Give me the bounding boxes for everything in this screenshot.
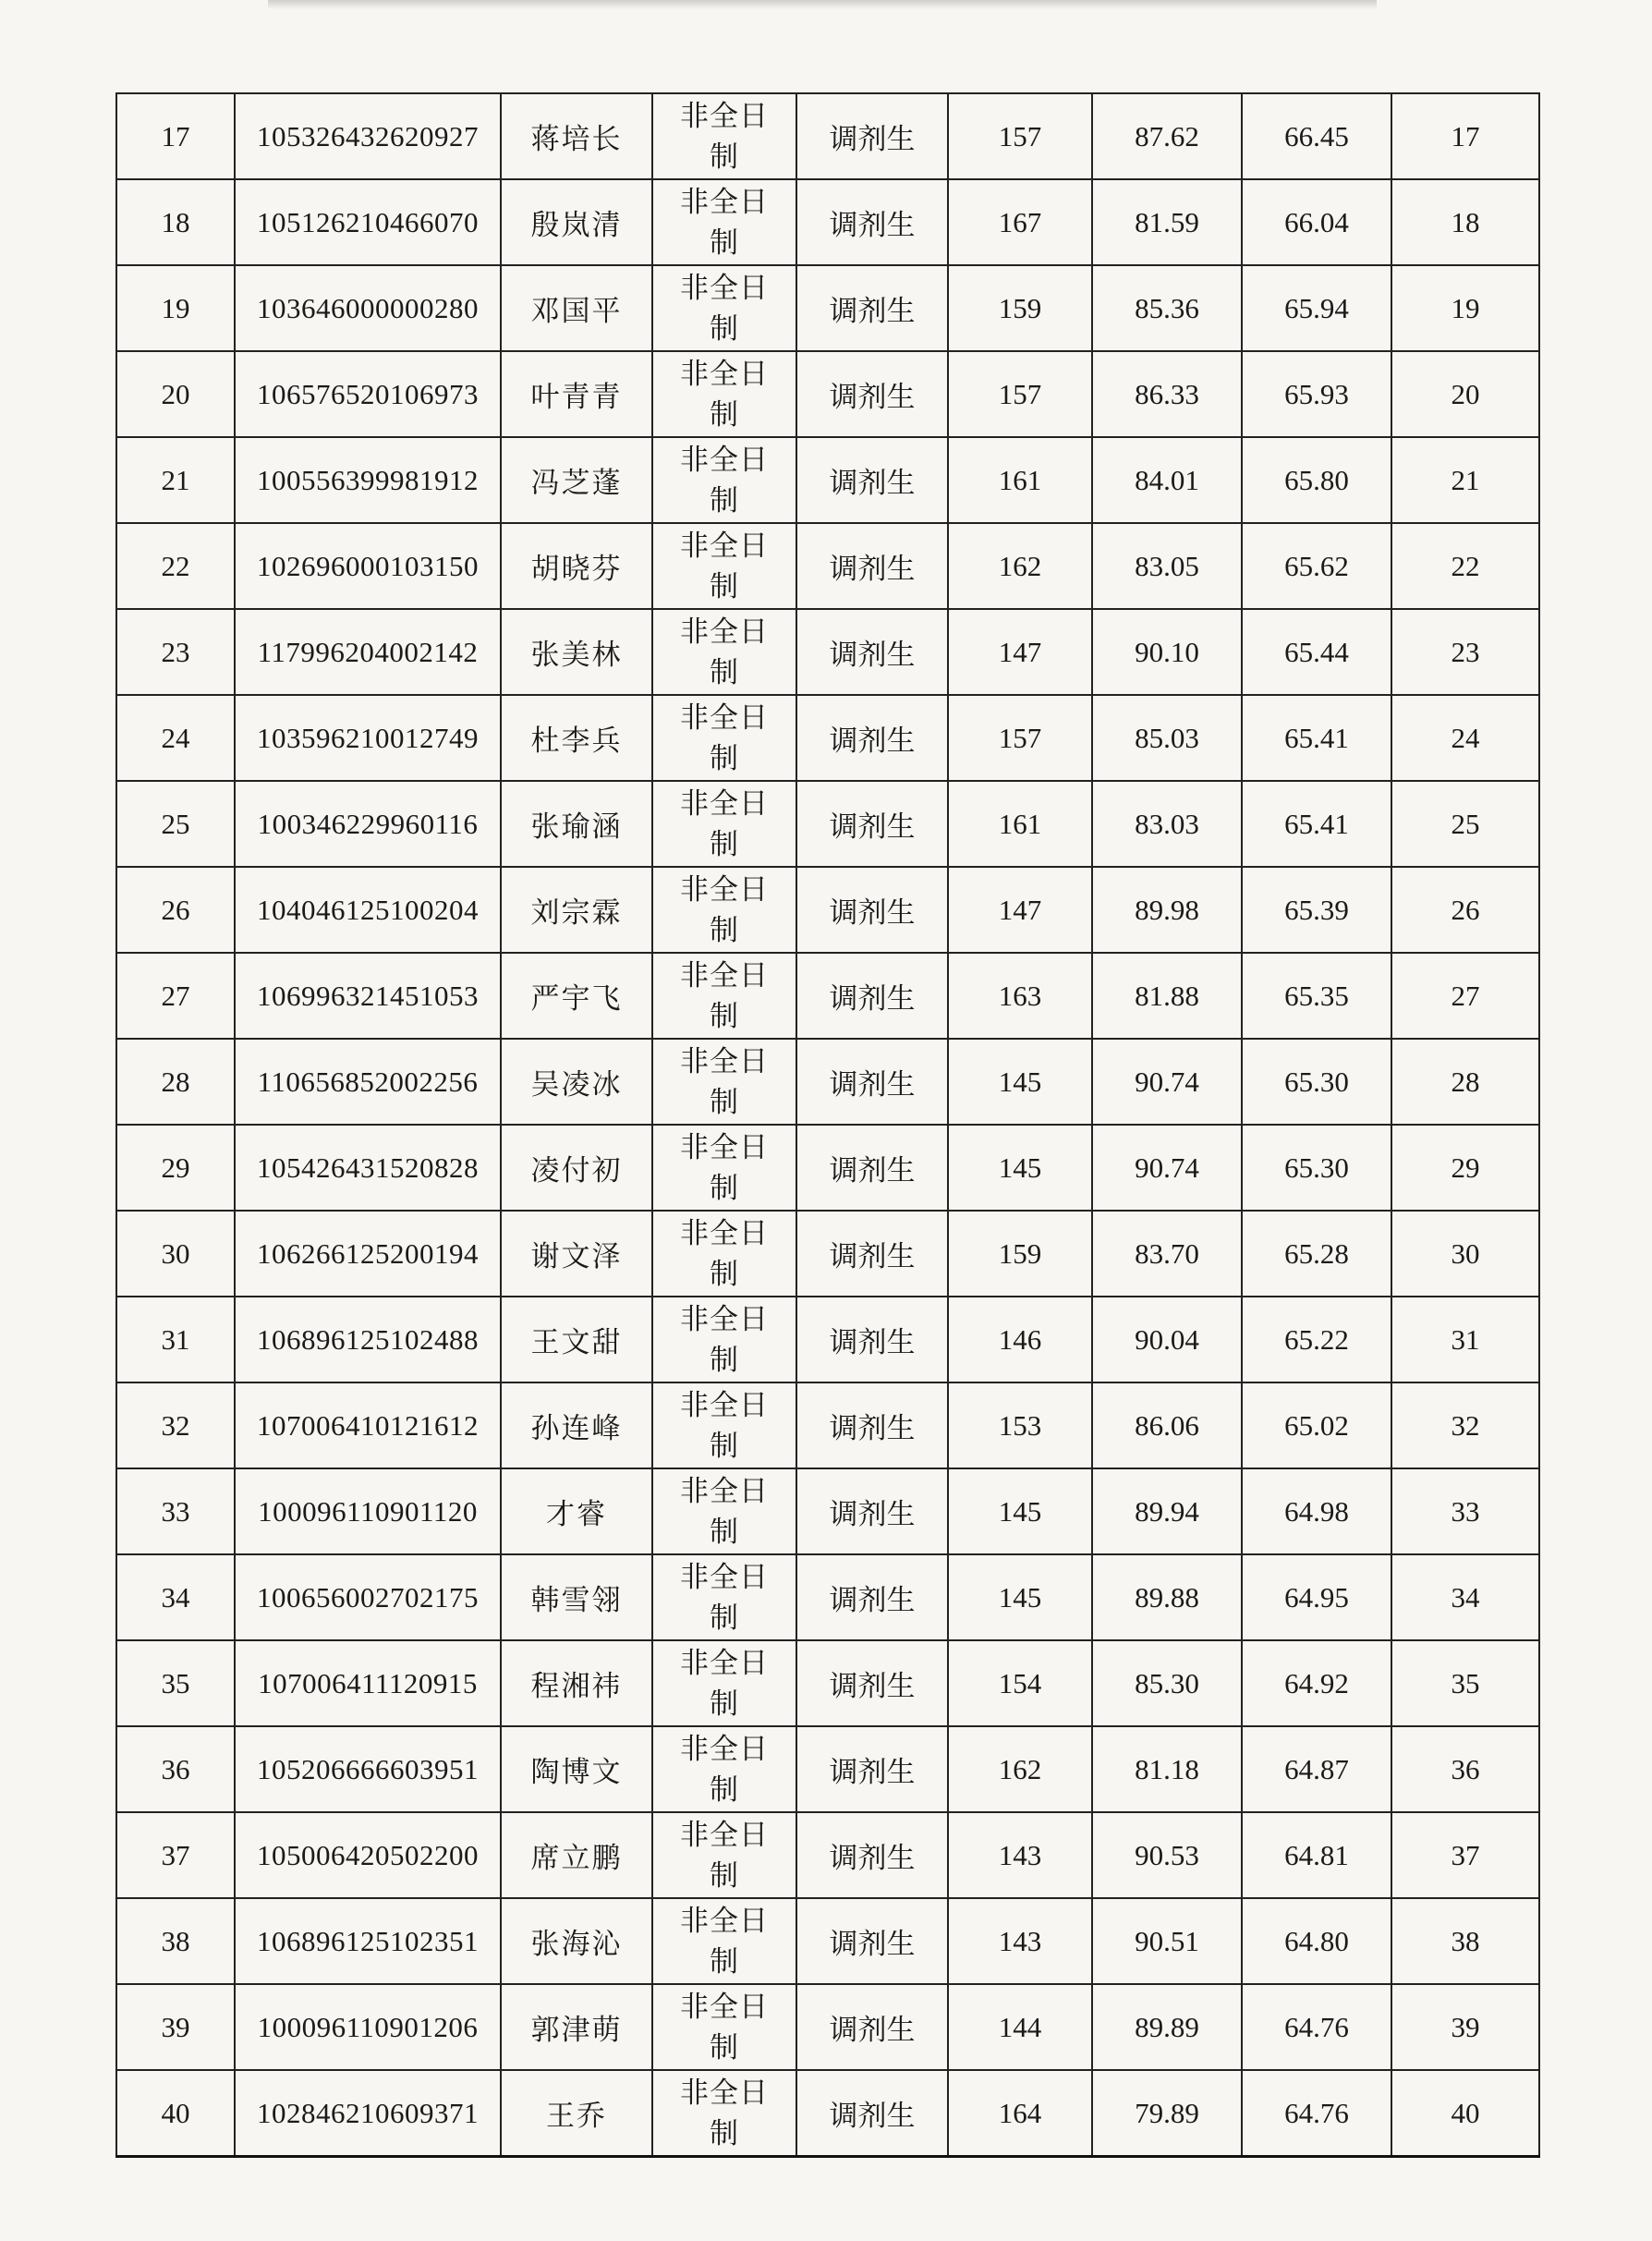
cell-rank: 23 <box>1391 609 1539 695</box>
study-mode-line: 非全日 <box>680 1732 769 1765</box>
table-row <box>116 523 1539 609</box>
cell-exam-id: 100656002702175 <box>235 1554 501 1640</box>
cell-total-score: 64.98 <box>1242 1468 1391 1554</box>
cell-category: 调剂生 <box>796 609 948 695</box>
cell-rank: 21 <box>1391 437 1539 523</box>
cell-rank: 20 <box>1391 351 1539 437</box>
cell-category: 调剂生 <box>796 437 948 523</box>
study-mode-line: 制 <box>710 1429 739 1462</box>
cell-retest-score: 83.05 <box>1092 523 1242 609</box>
cell-study-mode <box>652 1125 796 1211</box>
cell-rank: 31 <box>1391 1297 1539 1382</box>
table-row <box>116 1812 1539 1898</box>
cell-study-mode <box>652 1726 796 1812</box>
study-mode-line: 制 <box>710 1687 739 1720</box>
table-row <box>116 93 1539 179</box>
study-mode-line: 非全日 <box>680 958 769 992</box>
cell-seq: 26 <box>116 867 235 953</box>
study-mode-line: 制 <box>710 2116 739 2150</box>
cell-retest-score: 85.30 <box>1092 1640 1242 1726</box>
cell-seq: 27 <box>116 953 235 1039</box>
cell-seq: 18 <box>116 179 235 265</box>
study-mode-line: 制 <box>710 827 739 860</box>
cell-total-score: 64.76 <box>1242 2070 1391 2157</box>
cell-category: 调剂生 <box>796 1382 948 1468</box>
study-mode-line: 非全日 <box>680 1818 769 1851</box>
cell-study-mode <box>652 437 796 523</box>
cell-total-score: 65.94 <box>1242 265 1391 351</box>
cell-prelim-score: 145 <box>948 1554 1092 1640</box>
cell-name: 胡晓芬 <box>501 523 652 609</box>
cell-name: 程湘祎 <box>501 1640 652 1726</box>
study-mode-line: 非全日 <box>680 357 769 390</box>
cell-seq: 36 <box>116 1726 235 1812</box>
study-mode-line: 制 <box>710 140 739 173</box>
study-mode-line: 制 <box>710 1772 739 1806</box>
study-mode-line: 制 <box>710 311 739 345</box>
cell-category: 调剂生 <box>796 1640 948 1726</box>
cell-category: 调剂生 <box>796 1726 948 1812</box>
cell-exam-id: 110656852002256 <box>235 1039 501 1125</box>
cell-seq: 30 <box>116 1211 235 1297</box>
cell-seq: 31 <box>116 1297 235 1382</box>
cell-retest-score: 90.51 <box>1092 1898 1242 1984</box>
study-mode-line: 非全日 <box>680 1474 769 1507</box>
cell-seq: 23 <box>116 609 235 695</box>
cell-exam-id: 105426431520828 <box>235 1125 501 1211</box>
cell-total-score: 64.76 <box>1242 1984 1391 2070</box>
cell-category: 调剂生 <box>796 953 948 1039</box>
cell-name: 孙连峰 <box>501 1382 652 1468</box>
study-mode-line: 制 <box>710 1343 739 1376</box>
cell-category: 调剂生 <box>796 695 948 781</box>
cell-prelim-score: 167 <box>948 179 1092 265</box>
cell-category: 调剂生 <box>796 1125 948 1211</box>
cell-rank: 25 <box>1391 781 1539 867</box>
study-mode-line: 制 <box>710 397 739 431</box>
cell-retest-score: 86.33 <box>1092 351 1242 437</box>
cell-retest-score: 85.03 <box>1092 695 1242 781</box>
cell-retest-score: 89.98 <box>1092 867 1242 953</box>
cell-name: 张美林 <box>501 609 652 695</box>
cell-study-mode <box>652 179 796 265</box>
cell-rank: 27 <box>1391 953 1539 1039</box>
cell-study-mode <box>652 953 796 1039</box>
cell-study-mode <box>652 1812 796 1898</box>
cell-rank: 22 <box>1391 523 1539 609</box>
study-mode-line: 非全日 <box>680 872 769 906</box>
cell-total-score: 66.04 <box>1242 179 1391 265</box>
cell-prelim-score: 147 <box>948 609 1092 695</box>
cell-total-score: 64.81 <box>1242 1812 1391 1898</box>
cell-exam-id: 106266125200194 <box>235 1211 501 1297</box>
cell-name: 张瑜涵 <box>501 781 652 867</box>
cell-name: 韩雪翎 <box>501 1554 652 1640</box>
cell-rank: 34 <box>1391 1554 1539 1640</box>
cell-total-score: 65.22 <box>1242 1297 1391 1382</box>
cell-rank: 33 <box>1391 1468 1539 1554</box>
cell-study-mode <box>652 1382 796 1468</box>
cell-study-mode <box>652 265 796 351</box>
cell-seq: 40 <box>116 2070 235 2157</box>
cell-prelim-score: 143 <box>948 1898 1092 1984</box>
table-row <box>116 1125 1539 1211</box>
cell-name: 蒋培长 <box>501 93 652 179</box>
study-mode-line: 制 <box>710 1944 739 1978</box>
cell-total-score: 65.30 <box>1242 1125 1391 1211</box>
cell-name: 邓国平 <box>501 265 652 351</box>
cell-study-mode <box>652 1898 796 1984</box>
cell-category: 调剂生 <box>796 93 948 179</box>
table-body <box>116 93 1539 2157</box>
study-mode-line: 制 <box>710 1171 739 1204</box>
cell-name: 席立鹏 <box>501 1812 652 1898</box>
cell-total-score: 65.02 <box>1242 1382 1391 1468</box>
cell-prelim-score: 162 <box>948 523 1092 609</box>
table-row <box>116 609 1539 695</box>
table-row <box>116 1382 1539 1468</box>
cell-seq: 29 <box>116 1125 235 1211</box>
cell-exam-id: 102696000103150 <box>235 523 501 609</box>
cell-name: 王乔 <box>501 2070 652 2157</box>
cell-name: 刘宗霖 <box>501 867 652 953</box>
cell-total-score: 65.28 <box>1242 1211 1391 1297</box>
study-mode-line: 非全日 <box>680 700 769 734</box>
cell-exam-id: 107006411120915 <box>235 1640 501 1726</box>
cell-category: 调剂生 <box>796 351 948 437</box>
cell-prelim-score: 159 <box>948 265 1092 351</box>
cell-exam-id: 117996204002142 <box>235 609 501 695</box>
cell-rank: 26 <box>1391 867 1539 953</box>
cell-seq: 28 <box>116 1039 235 1125</box>
cell-name: 才睿 <box>501 1468 652 1554</box>
study-mode-line: 非全日 <box>680 2076 769 2109</box>
cell-exam-id: 106896125102488 <box>235 1297 501 1382</box>
study-mode-line: 非全日 <box>680 443 769 476</box>
cell-prelim-score: 162 <box>948 1726 1092 1812</box>
cell-retest-score: 90.53 <box>1092 1812 1242 1898</box>
cell-category: 调剂生 <box>796 1468 948 1554</box>
cell-seq: 24 <box>116 695 235 781</box>
study-mode-line: 非全日 <box>680 1904 769 1937</box>
cell-prelim-score: 157 <box>948 695 1092 781</box>
cell-rank: 24 <box>1391 695 1539 781</box>
cell-study-mode <box>652 1211 796 1297</box>
table-row <box>116 1554 1539 1640</box>
cell-prelim-score: 164 <box>948 2070 1092 2157</box>
cell-category: 调剂生 <box>796 523 948 609</box>
cell-exam-id: 106996321451053 <box>235 953 501 1039</box>
cell-study-mode <box>652 351 796 437</box>
table-row <box>116 867 1539 953</box>
table-row <box>116 1898 1539 1984</box>
study-mode-line: 制 <box>710 2030 739 2064</box>
cell-prelim-score: 146 <box>948 1297 1092 1382</box>
cell-name: 冯芝蓬 <box>501 437 652 523</box>
table-row <box>116 437 1539 523</box>
cell-prelim-score: 147 <box>948 867 1092 953</box>
cell-prelim-score: 163 <box>948 953 1092 1039</box>
cell-rank: 29 <box>1391 1125 1539 1211</box>
cell-exam-id: 100346229960116 <box>235 781 501 867</box>
table-row <box>116 265 1539 351</box>
cell-rank: 35 <box>1391 1640 1539 1726</box>
cell-exam-id: 105126210466070 <box>235 179 501 265</box>
cell-study-mode <box>652 2070 796 2157</box>
cell-prelim-score: 145 <box>948 1039 1092 1125</box>
cell-rank: 32 <box>1391 1382 1539 1468</box>
cell-prelim-score: 143 <box>948 1812 1092 1898</box>
cell-category: 调剂生 <box>796 1898 948 1984</box>
cell-retest-score: 90.74 <box>1092 1039 1242 1125</box>
cell-study-mode <box>652 695 796 781</box>
cell-rank: 18 <box>1391 179 1539 265</box>
cell-total-score: 64.80 <box>1242 1898 1391 1984</box>
cell-category: 调剂生 <box>796 179 948 265</box>
table-row <box>116 1039 1539 1125</box>
study-mode-line: 非全日 <box>680 1560 769 1593</box>
table-row <box>116 1984 1539 2070</box>
cell-name: 谢文泽 <box>501 1211 652 1297</box>
study-mode-line: 非全日 <box>680 529 769 562</box>
cell-retest-score: 90.04 <box>1092 1297 1242 1382</box>
study-mode-line: 制 <box>710 483 739 517</box>
cell-prelim-score: 145 <box>948 1125 1092 1211</box>
cell-name: 王文甜 <box>501 1297 652 1382</box>
cell-rank: 38 <box>1391 1898 1539 1984</box>
study-mode-line: 制 <box>710 741 739 774</box>
cell-name: 郭津萌 <box>501 1984 652 2070</box>
cell-prelim-score: 157 <box>948 93 1092 179</box>
study-mode-line: 非全日 <box>680 99 769 132</box>
cell-exam-id: 104046125100204 <box>235 867 501 953</box>
cell-retest-score: 89.94 <box>1092 1468 1242 1554</box>
cell-seq: 35 <box>116 1640 235 1726</box>
cell-study-mode <box>652 1297 796 1382</box>
cell-total-score: 64.87 <box>1242 1726 1391 1812</box>
cell-name: 凌付初 <box>501 1125 652 1211</box>
cell-retest-score: 84.01 <box>1092 437 1242 523</box>
cell-retest-score: 90.10 <box>1092 609 1242 695</box>
study-mode-line: 制 <box>710 225 739 259</box>
cell-study-mode <box>652 1640 796 1726</box>
cell-exam-id: 106896125102351 <box>235 1898 501 1984</box>
cell-rank: 19 <box>1391 265 1539 351</box>
cell-study-mode <box>652 93 796 179</box>
cell-category: 调剂生 <box>796 1039 948 1125</box>
table-row <box>116 179 1539 265</box>
cell-seq: 38 <box>116 1898 235 1984</box>
cell-total-score: 65.41 <box>1242 695 1391 781</box>
study-mode-line: 非全日 <box>680 1646 769 1679</box>
study-mode-line: 非全日 <box>680 1044 769 1078</box>
table-row <box>116 1297 1539 1382</box>
cell-total-score: 65.35 <box>1242 953 1391 1039</box>
cell-exam-id: 100096110901206 <box>235 1984 501 2070</box>
study-mode-line: 制 <box>710 1085 739 1118</box>
cell-name: 严宇飞 <box>501 953 652 1039</box>
cell-name: 殷岚清 <box>501 179 652 265</box>
cell-exam-id: 106576520106973 <box>235 351 501 437</box>
study-mode-line: 非全日 <box>680 786 769 820</box>
cell-study-mode <box>652 1984 796 2070</box>
cell-prelim-score: 144 <box>948 1984 1092 2070</box>
study-mode-line: 非全日 <box>680 1388 769 1421</box>
table-row <box>116 1211 1539 1297</box>
study-mode-line: 制 <box>710 569 739 603</box>
cell-seq: 34 <box>116 1554 235 1640</box>
cell-seq: 17 <box>116 93 235 179</box>
cell-name: 张海沁 <box>501 1898 652 1984</box>
study-mode-line: 非全日 <box>680 271 769 304</box>
cell-total-score: 65.41 <box>1242 781 1391 867</box>
study-mode-line: 制 <box>710 1257 739 1290</box>
cell-study-mode <box>652 523 796 609</box>
cell-category: 调剂生 <box>796 1984 948 2070</box>
cell-exam-id: 105326432620927 <box>235 93 501 179</box>
cell-exam-id: 105006420502200 <box>235 1812 501 1898</box>
cell-rank: 17 <box>1391 93 1539 179</box>
cell-seq: 22 <box>116 523 235 609</box>
cell-rank: 28 <box>1391 1039 1539 1125</box>
cell-prelim-score: 153 <box>948 1382 1092 1468</box>
cell-retest-score: 81.18 <box>1092 1726 1242 1812</box>
cell-category: 调剂生 <box>796 1297 948 1382</box>
cell-exam-id: 103596210012749 <box>235 695 501 781</box>
study-mode-line: 非全日 <box>680 1990 769 2023</box>
cell-rank: 39 <box>1391 1984 1539 2070</box>
cell-prelim-score: 159 <box>948 1211 1092 1297</box>
table-row <box>116 953 1539 1039</box>
table-row <box>116 1640 1539 1726</box>
cell-name: 叶青青 <box>501 351 652 437</box>
cell-rank: 36 <box>1391 1726 1539 1812</box>
study-mode-line: 非全日 <box>680 1216 769 1249</box>
table-row <box>116 351 1539 437</box>
study-mode-line: 制 <box>710 913 739 946</box>
table-row <box>116 781 1539 867</box>
cell-total-score: 65.80 <box>1242 437 1391 523</box>
cell-seq: 25 <box>116 781 235 867</box>
cell-category: 调剂生 <box>796 265 948 351</box>
cell-retest-score: 83.03 <box>1092 781 1242 867</box>
cell-rank: 37 <box>1391 1812 1539 1898</box>
cell-study-mode <box>652 609 796 695</box>
study-mode-line: 非全日 <box>680 185 769 218</box>
cell-exam-id: 100556399981912 <box>235 437 501 523</box>
study-mode-line: 制 <box>710 999 739 1032</box>
study-mode-line: 制 <box>710 1601 739 1634</box>
cell-retest-score: 83.70 <box>1092 1211 1242 1297</box>
cell-total-score: 65.30 <box>1242 1039 1391 1125</box>
cell-study-mode <box>652 1039 796 1125</box>
study-mode-line: 制 <box>710 1515 739 1548</box>
cell-total-score: 64.95 <box>1242 1554 1391 1640</box>
cell-retest-score: 89.88 <box>1092 1554 1242 1640</box>
cell-seq: 21 <box>116 437 235 523</box>
table-row <box>116 1468 1539 1554</box>
admission-results-table <box>115 92 1540 2158</box>
cell-name: 吴凌冰 <box>501 1039 652 1125</box>
cell-exam-id: 102846210609371 <box>235 2070 501 2157</box>
cell-seq: 32 <box>116 1382 235 1468</box>
study-mode-line: 非全日 <box>680 615 769 648</box>
cell-retest-score: 81.88 <box>1092 953 1242 1039</box>
cell-prelim-score: 154 <box>948 1640 1092 1726</box>
cell-category: 调剂生 <box>796 1812 948 1898</box>
cell-prelim-score: 145 <box>948 1468 1092 1554</box>
study-mode-line: 非全日 <box>680 1302 769 1335</box>
cell-retest-score: 85.36 <box>1092 265 1242 351</box>
table-row <box>116 695 1539 781</box>
cell-category: 调剂生 <box>796 1211 948 1297</box>
cell-exam-id: 107006410121612 <box>235 1382 501 1468</box>
cell-retest-score: 90.74 <box>1092 1125 1242 1211</box>
cell-total-score: 65.62 <box>1242 523 1391 609</box>
cell-seq: 37 <box>116 1812 235 1898</box>
cell-exam-id: 103646000000280 <box>235 265 501 351</box>
cell-retest-score: 81.59 <box>1092 179 1242 265</box>
cell-seq: 19 <box>116 265 235 351</box>
cell-prelim-score: 157 <box>948 351 1092 437</box>
cell-retest-score: 86.06 <box>1092 1382 1242 1468</box>
cell-rank: 30 <box>1391 1211 1539 1297</box>
cell-retest-score: 87.62 <box>1092 93 1242 179</box>
study-mode-line: 制 <box>710 655 739 688</box>
cell-total-score: 65.93 <box>1242 351 1391 437</box>
cell-category: 调剂生 <box>796 1554 948 1640</box>
cell-total-score: 64.92 <box>1242 1640 1391 1726</box>
cell-study-mode <box>652 867 796 953</box>
cell-prelim-score: 161 <box>948 781 1092 867</box>
scan-edge-shadow <box>268 0 1377 9</box>
cell-rank: 40 <box>1391 2070 1539 2157</box>
cell-category: 调剂生 <box>796 867 948 953</box>
cell-seq: 33 <box>116 1468 235 1554</box>
cell-total-score: 65.44 <box>1242 609 1391 695</box>
cell-retest-score: 89.89 <box>1092 1984 1242 2070</box>
cell-exam-id: 100096110901120 <box>235 1468 501 1554</box>
table-row <box>116 1726 1539 1812</box>
cell-study-mode <box>652 781 796 867</box>
cell-category: 调剂生 <box>796 781 948 867</box>
cell-study-mode <box>652 1468 796 1554</box>
cell-name: 陶博文 <box>501 1726 652 1812</box>
table-row <box>116 2070 1539 2157</box>
study-mode-line: 非全日 <box>680 1130 769 1163</box>
study-mode-line: 制 <box>710 1858 739 1892</box>
cell-prelim-score: 161 <box>948 437 1092 523</box>
cell-category: 调剂生 <box>796 2070 948 2157</box>
cell-total-score: 65.39 <box>1242 867 1391 953</box>
cell-seq: 20 <box>116 351 235 437</box>
cell-seq: 39 <box>116 1984 235 2070</box>
cell-retest-score: 79.89 <box>1092 2070 1242 2157</box>
cell-exam-id: 105206666603951 <box>235 1726 501 1812</box>
cell-total-score: 66.45 <box>1242 93 1391 179</box>
cell-name: 杜李兵 <box>501 695 652 781</box>
cell-study-mode <box>652 1554 796 1640</box>
